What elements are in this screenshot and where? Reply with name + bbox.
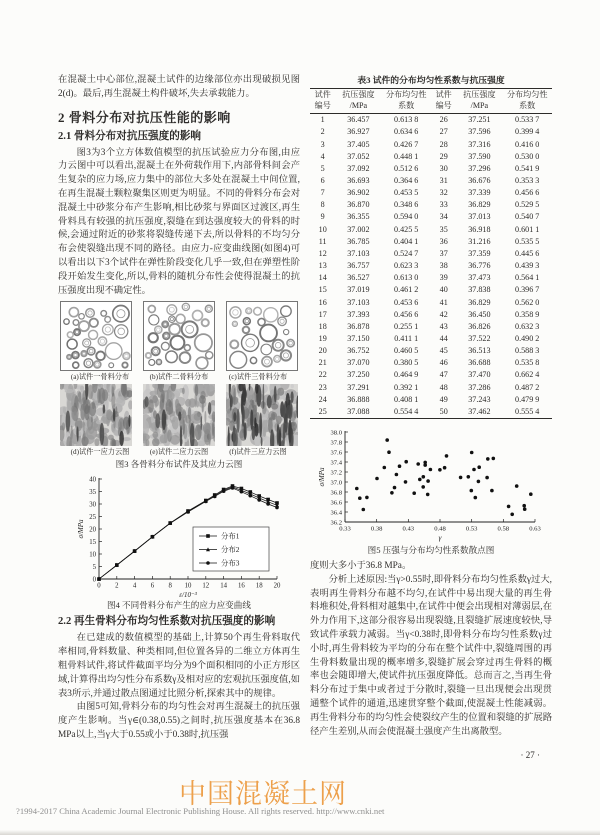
table-row (310, 175, 552, 187)
table-row (310, 284, 552, 296)
table-cell: 28 (439, 139, 448, 149)
aggregate-distribution-image-2 (143, 301, 215, 371)
page-number: · 27 · (520, 750, 540, 761)
table-cell: 22 (318, 370, 327, 380)
svg-text:0.63: 0.63 (529, 525, 541, 533)
table-row (310, 248, 552, 260)
subsection-heading-2-2: 2.2 再生骨料分布均匀性系数对抗压强度的影响 (58, 616, 276, 628)
table-cell: 0.555 4 (515, 406, 540, 416)
table-cell: 36.918 (468, 224, 491, 234)
svg-text:16: 16 (238, 582, 245, 590)
table-cell: 20 (318, 346, 327, 356)
svg-text:12: 12 (202, 582, 210, 590)
table-cell: 37.250 (347, 370, 370, 380)
table-cell: 36.888 (347, 394, 370, 404)
table-cell: 0.634 6 (394, 127, 419, 137)
table-cell: 0.411 1 (394, 334, 419, 343)
table-cell: 37.092 (347, 163, 370, 173)
table-cell: 17 (318, 309, 327, 319)
svg-text:分布3: 分布3 (221, 558, 240, 568)
table-cell: 36.826 (468, 321, 491, 331)
table-cell: 0.453 5 (394, 188, 419, 198)
table-cell: 0.594 0 (394, 212, 419, 222)
table-cell: 36.878 (347, 321, 370, 331)
scan-edge-shadow (0, 830, 600, 835)
copyright-line: ?1994-2017 China Academic Journal Electronic Publishing House. All rights reserved. http://www.cnki.net (16, 806, 385, 816)
table-cell: 36.870 (347, 200, 370, 210)
svg-text:10: 10 (89, 551, 96, 559)
table-cell: 0.601 1 (515, 224, 540, 234)
table-cell: 36.829 (468, 297, 491, 307)
table-cell: 0.540 7 (515, 212, 540, 222)
table-cell: 0.613 8 (394, 115, 419, 125)
svg-text:37.4: 37.4 (330, 459, 342, 467)
figure3 (58, 301, 300, 470)
table-row (310, 406, 552, 419)
table-row (310, 272, 552, 284)
stress-cloud-image-3 (226, 384, 298, 446)
table-cell: 37.251 (468, 115, 491, 125)
table-cell: 50 (439, 406, 448, 416)
table-cell: 39 (439, 273, 448, 283)
svg-text:25: 25 (89, 514, 96, 522)
table-cell: 0.416 0 (515, 139, 540, 149)
table-row (310, 382, 552, 394)
figure4-caption: 图4 不同骨料分布产生的应力应变曲线 (107, 600, 251, 611)
section-heading-2: 2 骨料分布对抗压性能的影响 (58, 109, 231, 125)
svg-text:0.53: 0.53 (465, 525, 478, 533)
right-column (310, 74, 552, 763)
svg-text:37.8: 37.8 (330, 439, 342, 447)
table-cell: 37.150 (347, 334, 370, 343)
table-cell: 15 (318, 285, 327, 295)
table-row (310, 369, 552, 381)
table-cell: 0.623 3 (394, 261, 419, 271)
svg-text:36.4: 36.4 (330, 509, 342, 517)
table-cell: 0.464 9 (394, 370, 419, 380)
table-cell: 36.757 (347, 261, 370, 271)
svg-text:0: 0 (92, 576, 96, 584)
table-cell: 0.445 6 (515, 248, 540, 258)
svg-text:15: 15 (89, 539, 96, 547)
svg-text:σ/MPa: σ/MPa (77, 519, 85, 539)
table-row (310, 345, 552, 357)
table-cell: 37.019 (347, 285, 370, 295)
table-cell: 0.588 3 (515, 346, 540, 356)
table-cell: 0.460 5 (394, 346, 419, 356)
table-row (310, 260, 552, 272)
table-cell: 32 (439, 188, 448, 198)
table-cell: 37.838 (468, 285, 491, 295)
panel-caption: (e)试件二应力云图 (149, 448, 209, 457)
table-cell: 36.355 (347, 212, 370, 222)
figure3-stress-captions (58, 447, 300, 457)
table-cell: 6 (320, 175, 325, 185)
table-cell: 49 (439, 394, 448, 404)
table-cell: 0.396 7 (515, 285, 540, 295)
svg-text:40: 40 (89, 476, 96, 484)
table-cell: 36.688 (468, 358, 491, 368)
figure3-aggregate-panels (58, 301, 300, 371)
figure3-stress-panels (58, 384, 300, 446)
svg-text:37.0: 37.0 (330, 479, 342, 487)
table-cell: 0.535 8 (515, 358, 540, 368)
figure3-caption: 图3 各骨料分布试件及其应力云图 (115, 459, 243, 470)
svg-text:0.33: 0.33 (339, 525, 351, 533)
table-cell: 36.752 (347, 346, 370, 356)
table-cell: 37.316 (468, 139, 491, 149)
table-cell: 37.088 (347, 406, 370, 416)
table-cell: 48 (439, 382, 448, 392)
table-cell: 36.902 (347, 188, 370, 198)
table-cell: 0.529 5 (515, 200, 540, 210)
table-cell: 0.399 4 (515, 127, 540, 137)
figure3-aggregate-captions (58, 372, 300, 382)
table-cell: 37.103 (347, 248, 370, 258)
table-cell: 37.291 (347, 382, 370, 392)
table-cell: 31 (439, 175, 448, 185)
panel-caption: (c)试件三骨料分布 (228, 373, 288, 382)
table-cell: 12 (318, 248, 327, 258)
svg-text:分布2: 分布2 (221, 545, 240, 555)
svg-text:4: 4 (132, 582, 137, 590)
svg-text:6: 6 (150, 582, 155, 590)
table-header-cell: 试件 编号 (310, 89, 335, 114)
table-cell: 0.535 5 (515, 236, 540, 246)
table-cell: 0.456 6 (394, 309, 419, 319)
table-cell: 37.296 (468, 163, 491, 173)
table-cell: 0.456 6 (515, 188, 540, 198)
table-cell: 37.243 (468, 394, 491, 404)
table-cell: 0.632 3 (515, 321, 540, 331)
left-column (58, 74, 300, 763)
table-cell: 44 (439, 334, 448, 343)
panel-caption: (a)试件一骨料分布 (70, 373, 130, 382)
svg-text:0: 0 (97, 582, 101, 590)
table-header-cell: 抗压强度 /MPa (456, 89, 502, 114)
table-cell: 37.596 (468, 127, 491, 137)
table-cell: 41 (439, 297, 448, 307)
svg-text:36.6: 36.6 (330, 499, 342, 507)
svg-text:37.2: 37.2 (330, 469, 342, 477)
table-cell: 34 (439, 212, 448, 222)
paragraph-continuation: 在混凝土中心部位,混凝土试件的边缘部位亦出现破损见图2(d)。最后,再生混凝土构件破坏,失去承载能力。 (58, 75, 300, 99)
table-cell: 0.425 5 (394, 224, 419, 234)
table-cell: 0.392 1 (394, 382, 419, 392)
table-header-cell: 分布均匀性 系数 (381, 89, 431, 114)
table-cell: 37.339 (468, 188, 491, 198)
table-cell: 36.927 (347, 127, 370, 137)
table-row (310, 236, 552, 248)
table-cell: 37.590 (468, 151, 491, 161)
table-cell: 36.785 (347, 236, 370, 246)
table-cell: 36 (439, 236, 448, 246)
svg-text:γ: γ (438, 533, 442, 543)
subsection-heading-2-1: 2.1 骨料分布对抗压强度的影响 (58, 130, 202, 142)
svg-text:0.38: 0.38 (370, 525, 383, 533)
table-row (310, 211, 552, 223)
table-cell: 21 (318, 358, 327, 368)
panel-caption: (b)试件二骨料分布 (149, 373, 209, 382)
svg-text:20: 20 (273, 582, 281, 590)
table-row (310, 114, 552, 127)
table-cell: 37.002 (347, 224, 370, 234)
table-cell: 29 (439, 151, 448, 161)
table-cell: 0.530 0 (515, 151, 540, 161)
table-row (310, 139, 552, 151)
table-cell: 0.533 7 (515, 115, 540, 125)
table-row (310, 199, 552, 211)
table-cell: 0.426 7 (394, 139, 419, 149)
table-cell: 0.662 4 (515, 370, 540, 380)
table-cell: 38 (439, 261, 448, 271)
table-cell: 0.380 5 (394, 358, 419, 368)
table-row (310, 357, 552, 369)
svg-text:30: 30 (89, 501, 96, 509)
table-cell: 0.487 2 (515, 382, 540, 392)
table-cell: 27 (439, 127, 448, 137)
table-cell: 0.453 6 (394, 297, 419, 307)
svg-text:36.8: 36.8 (330, 489, 342, 497)
table-cell: 0.541 9 (515, 163, 540, 173)
table-cell: 0.554 4 (394, 406, 419, 416)
table-cell: 5 (320, 163, 325, 173)
table-cell: 33 (439, 200, 448, 210)
table-cell: 0.348 6 (394, 200, 419, 210)
svg-text:14: 14 (220, 582, 227, 590)
table-cell: 37.462 (468, 406, 491, 416)
table-header-cell: 分布均匀性 系数 (502, 89, 552, 114)
table-cell: 0.562 0 (515, 297, 540, 307)
table-cell: 0.358 9 (515, 309, 540, 319)
table-row (310, 309, 552, 321)
table-cell: 37.393 (347, 309, 370, 319)
table-row (310, 333, 552, 345)
table-cell: 37.013 (468, 212, 491, 222)
table-cell: 45 (439, 346, 448, 356)
table-cell: 35 (439, 224, 448, 234)
svg-text:35: 35 (89, 489, 96, 497)
cnki-watermark: 中国混凝土网 (179, 779, 347, 809)
table-cell: 19 (318, 334, 327, 343)
table-cell: 0.564 1 (515, 273, 540, 283)
svg-text:0.48: 0.48 (434, 525, 446, 533)
table-cell: 0.512 6 (394, 163, 419, 173)
table-cell: 0.490 2 (515, 334, 540, 343)
table-cell: 37.470 (468, 370, 491, 380)
table-cell: 4 (320, 151, 325, 161)
table-cell: 36.513 (468, 346, 491, 356)
paragraph-figure5-discussion: 由图5可知,骨料分布的均匀性会对再生混凝土的抗压强度产生影响。当γ∈(0.38,0.55)之间时,抗压强度基本在36.8 MPa以上,当γ大于0.55或小于0.38时,抗压强 (58, 702, 300, 740)
paragraph-model-setup: 在已建成的数值模型的基础上,计算50个再生骨料取代率相同,骨料数量、种类相同,但位置各异的二维立方体再生粗骨料试件,将试件截面平均分为9个面积相同的小正方形区域,计算得出均匀性分布系数γ及相对应的宏观抗压强度值,如表3所示,并通过散点图通过比照分析,探索其中的规律。 (58, 633, 300, 699)
svg-text:0.58: 0.58 (497, 525, 510, 533)
table-cell: 37.070 (347, 358, 370, 368)
table-cell: 37 (439, 248, 448, 258)
table-row (310, 163, 552, 175)
table-row (310, 321, 552, 333)
table-cell: 36.776 (468, 261, 491, 271)
table-cell: 18 (318, 321, 327, 331)
svg-text:10: 10 (184, 582, 192, 590)
table-row (310, 151, 552, 163)
table-cell: 36.527 (347, 273, 370, 283)
table-cell: 37.359 (468, 248, 491, 258)
aggregate-distribution-image-1 (60, 301, 132, 371)
svg-text:2: 2 (115, 582, 119, 590)
table-cell: 36.829 (468, 200, 491, 210)
table3-title: 表3 试件的分布均匀性系数与抗压强度 (357, 75, 505, 85)
svg-text:20: 20 (89, 526, 96, 534)
table-cell: 0.524 7 (394, 248, 419, 258)
svg-text:38.0: 38.0 (330, 429, 342, 437)
table-cell: 7 (320, 188, 325, 198)
table-cell: 46 (439, 358, 448, 368)
table-cell: 36.693 (347, 175, 370, 185)
table-cell: 0.353 3 (515, 175, 540, 185)
table-header-row (310, 89, 552, 114)
table-cell: 47 (439, 370, 448, 380)
svg-text:8: 8 (168, 582, 172, 590)
table-cell: 9 (320, 212, 325, 222)
svg-text:36.2: 36.2 (330, 519, 342, 527)
table-cell: 0.613 0 (394, 273, 419, 283)
svg-text:18: 18 (255, 582, 263, 590)
table-cell: 25 (318, 406, 327, 416)
table-cell: 2 (320, 127, 325, 137)
table-cell: 16 (318, 297, 327, 307)
table3 (310, 88, 552, 419)
table-row (310, 126, 552, 138)
table-cell: 0.461 2 (394, 285, 419, 295)
table-cell: 0.255 1 (394, 321, 419, 331)
table-cell: 37.522 (468, 334, 491, 343)
uniformity-scatter-chart (315, 426, 547, 544)
svg-text:0.43: 0.43 (402, 525, 415, 533)
table-cell: 24 (318, 394, 327, 404)
stress-cloud-image-2 (143, 384, 215, 446)
figure4 (58, 473, 300, 611)
stress-strain-line-chart (75, 473, 283, 599)
figure5-caption: 图5 压强与分布均匀性系数散点图 (367, 545, 495, 556)
table-cell: 23 (318, 382, 327, 392)
panel-caption: (d)试件一应力云图 (70, 448, 130, 457)
paragraph-cause-analysis: 分析上述原因:当γ>0.55时,即骨料分布均匀性系数γ过大,表明再生骨料分布越不均匀,在试件中易出现大量的再生骨料堆积处,骨料相对越集中,在试件中便会出现相对薄弱层,在外力作用下,这部分很容易出现裂缝,且裂缝扩展速度较快,导致试件承载力减弱。当γ<0.38时,即骨料分布均匀性系数γ过小时,再生骨料较为平均的分布在整个试件中,裂缝周围的再生骨料数量出现的概率增多,裂缝扩展会穿过再生骨料的概率也会随即增大,使试件抗压强度降低。总而言之,当再生骨料分布过于集中或者过于分散时,裂缝一旦出现便会出现贯通整个试件的通道,迅速贯穿整个截面,使混凝土性能减弱。再生骨料分布的均匀性会使裂纹产生的位置和裂缝的扩展路径产生差别,从而会使混凝土强度产生出离散型。 (310, 574, 552, 737)
table-cell: 36.457 (347, 115, 370, 125)
paragraph-stress-analysis: 图3为3个立方体数值模型的抗压试验应力分布图,由应力云图中可以看出,混凝土在外荷载作用下,内部骨料间会产生复杂的应力场,应力集中的部位大多处在混凝土中间位置,在再生混凝土颗粒聚集区则更为明显。不同的骨料分布会对混凝土中砂浆分布产生影响,相比砂浆与界面区过渡区,再生骨料具有较强的抗压强度,裂缝在到达强度较大的骨料的时候,会通过附近的砂浆将裂缝传递下去,所以骨料的不均匀分布会使裂缝出现不同的路径。由应力-应变曲线图(如图4)可以看出以下3个试件在弹性阶段变化几乎一致,但在弹塑性阶段开始发生变化,所以,骨料的随机分布性会使得混凝土的抗压强度出现不确定性。 (58, 147, 300, 296)
table-row (310, 297, 552, 309)
svg-text:ε/10⁻³: ε/10⁻³ (179, 591, 197, 600)
table-cell: 0.364 6 (394, 175, 419, 185)
table-cell: 37.286 (468, 382, 491, 392)
figure5 (310, 426, 552, 556)
table-cell: 1 (320, 115, 325, 125)
two-column-layout (58, 74, 552, 763)
table-cell: 0.479 9 (515, 394, 540, 404)
table-cell: 3 (320, 139, 325, 149)
table-cell: 40 (439, 285, 448, 295)
table-cell: 14 (318, 273, 327, 283)
table-row (310, 394, 552, 406)
paragraph-continuation-right: 度则大多小于36.8 MPa。 (310, 561, 412, 572)
svg-text:5: 5 (92, 564, 96, 572)
table-cell: 0.408 1 (394, 394, 419, 404)
table-cell: 37.052 (347, 151, 370, 161)
stress-cloud-image-1 (60, 384, 132, 446)
table-cell: 37.473 (468, 273, 491, 283)
table-cell: 8 (320, 200, 325, 210)
table-row (310, 224, 552, 236)
table-header-cell: 试件 编号 (431, 89, 456, 114)
table-cell: 0.448 1 (394, 151, 419, 161)
table-cell: 26 (439, 115, 448, 125)
table-cell: 36.450 (468, 309, 491, 319)
svg-text:分布1: 分布1 (221, 531, 240, 541)
table-cell: 43 (439, 321, 448, 331)
panel-caption: (f)试件三应力云图 (229, 448, 287, 457)
table-cell: 36.676 (468, 175, 491, 185)
svg-text:37.6: 37.6 (330, 449, 342, 457)
table-cell: 0.404 1 (394, 236, 419, 246)
table-cell: 13 (318, 261, 327, 271)
table-cell: 0.439 3 (515, 261, 540, 271)
aggregate-distribution-image-3 (226, 301, 298, 371)
table-cell: 31.216 (468, 236, 491, 246)
table-cell: 30 (439, 163, 448, 173)
table-row (310, 187, 552, 199)
table-header-cell: 抗压强度 /MPa (335, 89, 381, 114)
table-cell: 42 (439, 309, 448, 319)
table-cell: 11 (318, 236, 327, 246)
table-cell: 10 (318, 224, 327, 234)
svg-text:σ/MPa: σ/MPa (318, 467, 326, 487)
table-cell: 37.405 (347, 139, 370, 149)
table-cell: 37.103 (347, 297, 370, 307)
